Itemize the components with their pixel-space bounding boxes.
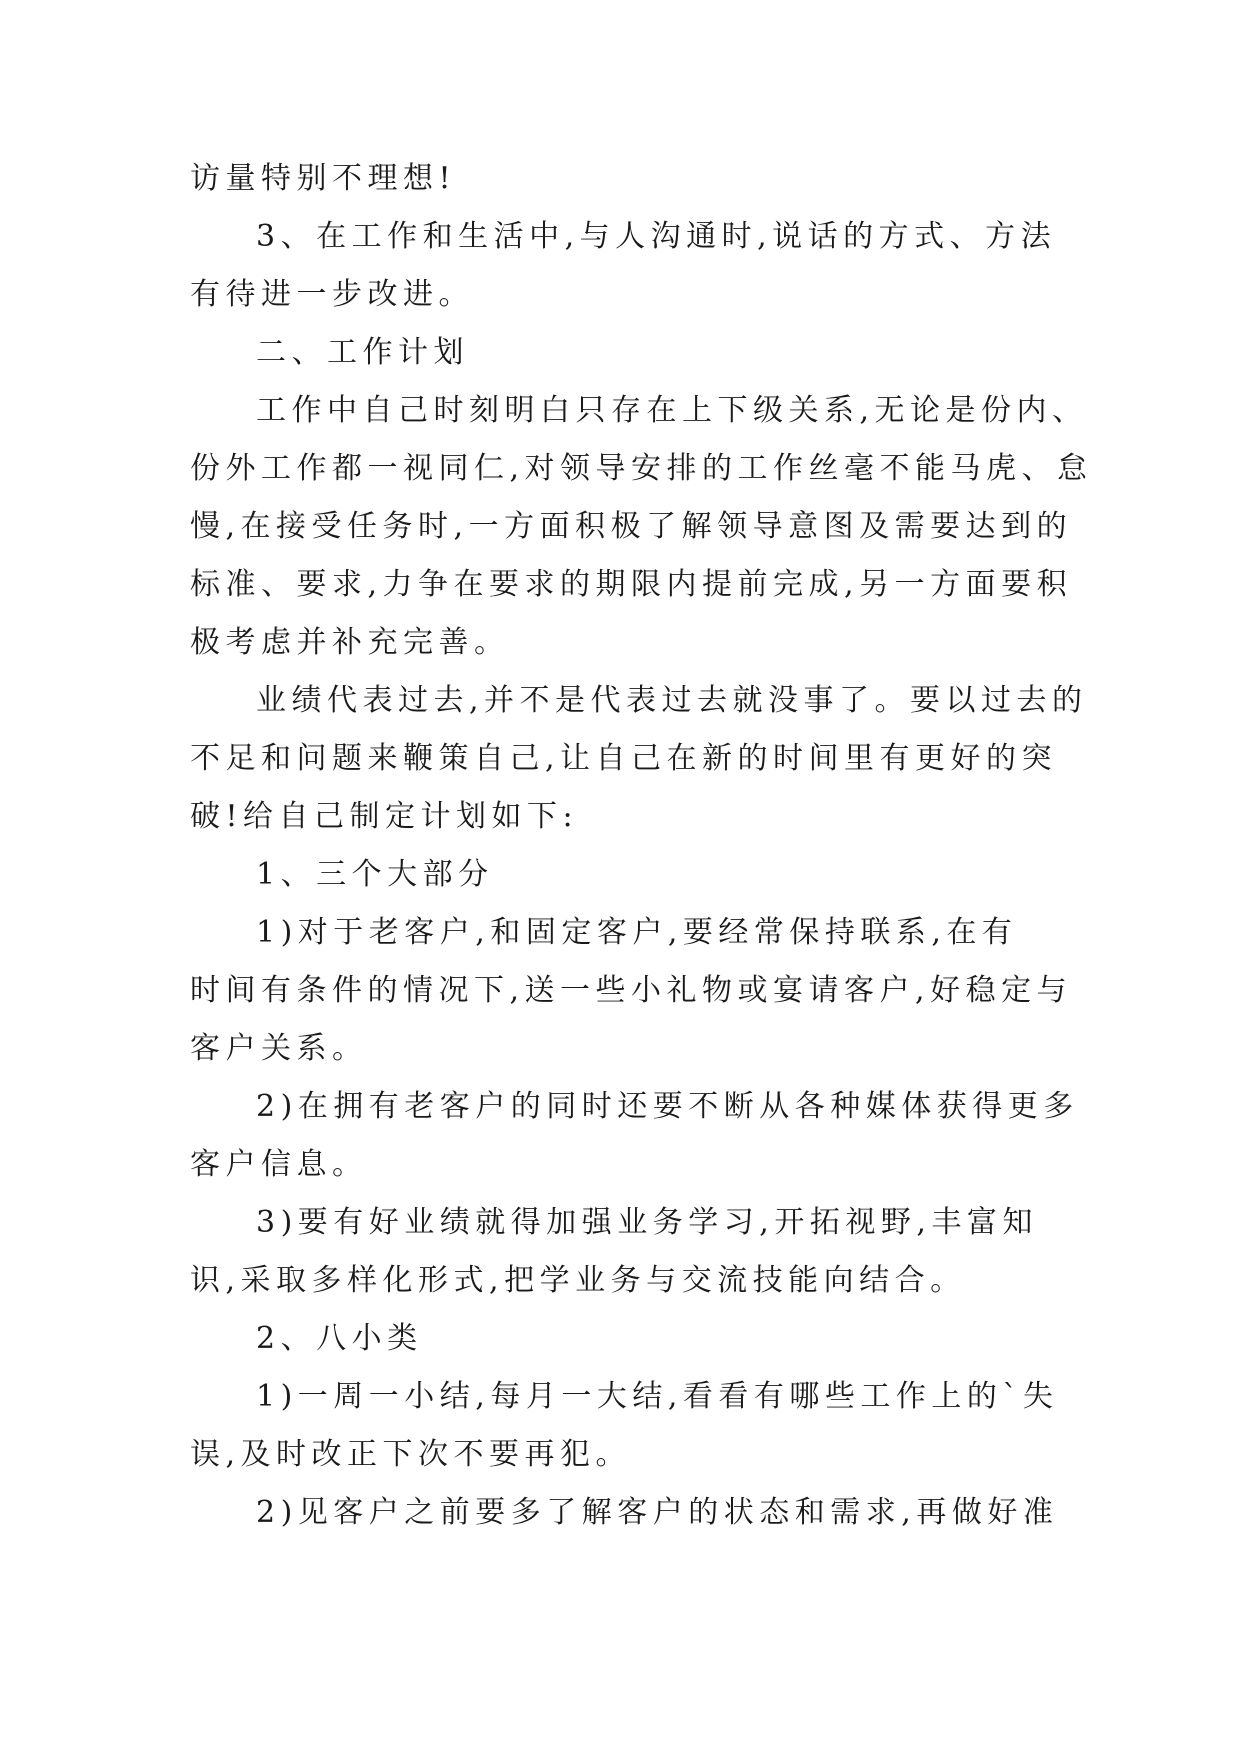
text-line: 工作中自己时刻明白只存在上下级关系,无论是份内、 xyxy=(256,393,1088,428)
text-line: 2)见客户之前要多了解客户的状态和需求,再做好准 xyxy=(256,1495,1059,1530)
text-line: 慢,在接受任务时,一方面积极了解领导意图及需要达到的 xyxy=(190,509,1073,544)
text-line: 不足和问题来鞭策自己,让自己在新的时间里有更好的突 xyxy=(190,741,1058,776)
text-line: 3、在工作和生活中,与人沟通时,说话的方式、方法 xyxy=(256,219,1057,254)
text-line: 1)一周一小结,每月一大结,看看有哪些工作上的`失 xyxy=(256,1379,1059,1414)
text-line: 2)在拥有老客户的同时还要不断从各种媒体获得更多 xyxy=(256,1089,1079,1124)
text-line: 极考虑并补充完善。 xyxy=(190,625,510,660)
text-line: 客户信息。 xyxy=(190,1147,368,1182)
subsection-heading: 1、三个大部分 xyxy=(256,857,494,892)
document-body xyxy=(190,150,1093,1542)
text-line: 时间有条件的情况下,送一些小礼物或宴请客户,好稳定与 xyxy=(190,973,1073,1008)
text-line: 份外工作都一视同仁,对领导安排的工作丝毫不能马虎、怠 xyxy=(190,451,1093,486)
subsection-heading: 2、八小类 xyxy=(256,1321,423,1356)
text-line: 破!给自己制定计划如下: xyxy=(190,799,579,834)
text-line: 识,采取多样化形式,把学业务与交流技能向结合。 xyxy=(190,1263,966,1298)
text-line: 1)对于老客户,和固定客户,要经常保持联系,在有 xyxy=(256,915,1018,950)
section-heading: 二、工作计划 xyxy=(256,335,469,370)
text-line: 3)要有好业绩就得加强业务学习,开拓视野,丰富知 xyxy=(256,1205,1038,1240)
text-line: 访量特别不理想! xyxy=(190,161,457,196)
text-line: 误,及时改正下次不要再犯。 xyxy=(190,1437,632,1472)
text-line: 标准、要求,力争在要求的期限内提前完成,另一方面要积 xyxy=(190,567,1073,602)
text-line: 业绩代表过去,并不是代表过去就没事了。要以过去的 xyxy=(256,683,1088,718)
text-line: 有待进一步改进。 xyxy=(190,277,474,312)
text-line: 客户关系。 xyxy=(190,1031,368,1066)
